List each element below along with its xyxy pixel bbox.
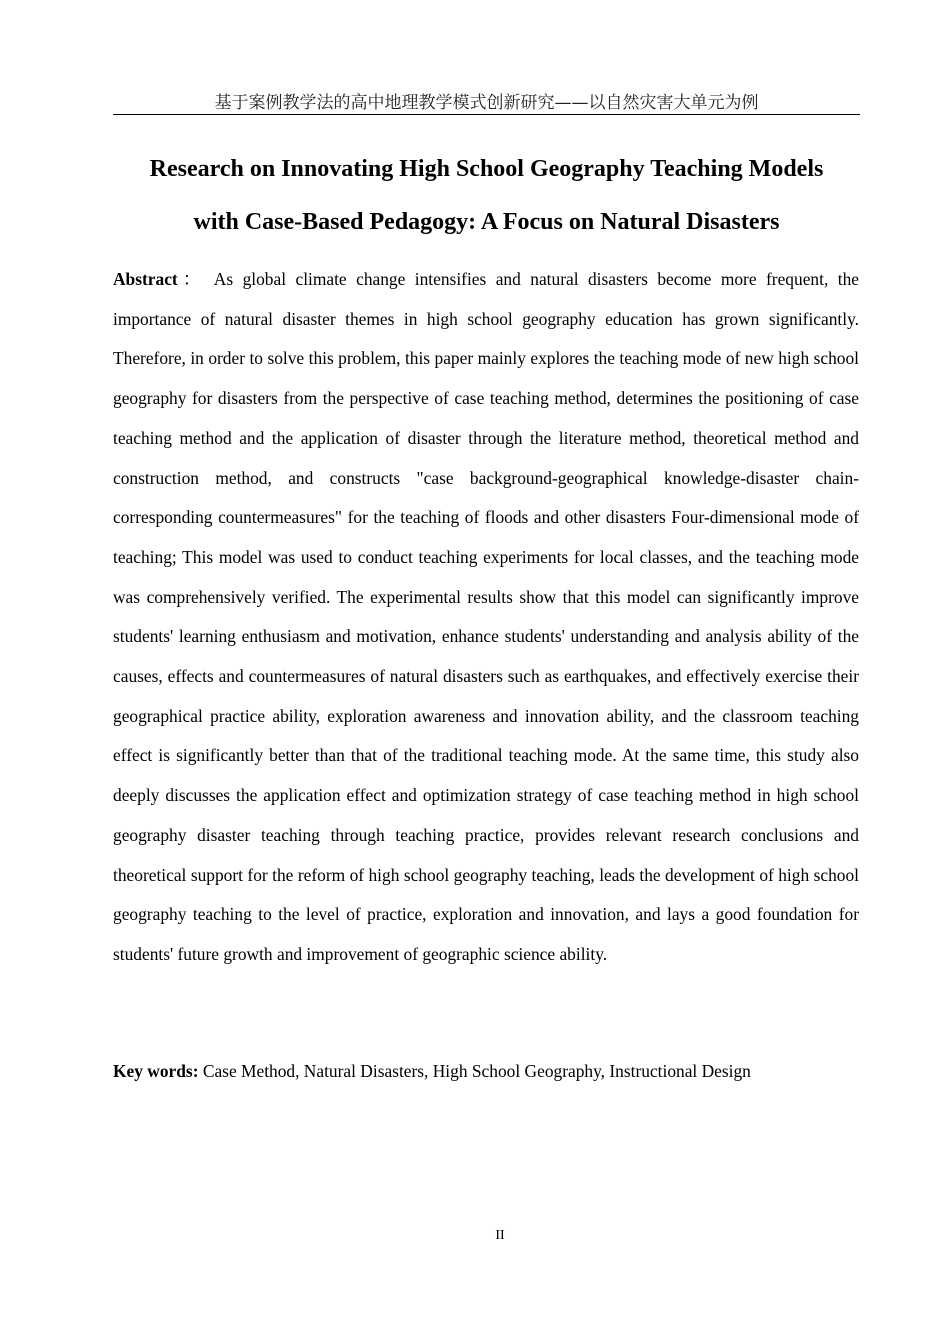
abstract-label: Abstract (113, 269, 178, 289)
paper-title (113, 143, 860, 249)
keywords-label: Key words: (113, 1061, 199, 1081)
header-rule (113, 114, 860, 115)
abstract-text: As global climate change intensifies and natural disasters become more frequent, the importance of natural disaster themes in high school geography education has grown significantly. Therefore, in order to solve this problem, this paper mainly explores the teaching mode of new high school geography for disasters from the perspective of case teaching method, determines the positioning of case teaching method and the application of disaster through the literature method, theoretical method and construction method, and constructs "case background-geographical knowledge-disaster chain-corresponding countermeasures" for the teaching of floods and other disasters Four-dimensional mode of teaching; This model was used to conduct teaching experiments for local classes, and the teaching mode was comprehensively verified. The experimental results show that this model can significantly improve students' learning enthusiasm and motivation, enhance students' understanding and analysis ability of the causes, effects and countermeasures of natural disasters such as earthquakes, and effectively exercise their geographical practice ability, exploration awareness and innovation ability, and the classroom teaching effect is significantly better than that of the traditional teaching mode. At the same time, this study also deeply discusses the application effect and optimization strategy of case teaching method in high school geography disaster teaching through teaching practice, provides relevant research conclusions and theoretical support for the reform of high school geography teaching, leads the development of high school geography teaching to the level of practice, exploration and innovation, and lays a good foundation for students' future growth and improvement of geographic science ability. (113, 269, 859, 964)
page-number: II (495, 1228, 505, 1243)
keywords-text: Case Method, Natural Disasters, High School Geography, Instructional Design (202, 1061, 751, 1081)
keywords-line (113, 1056, 860, 1086)
running-header: 基于案例教学法的高中地理教学模式创新研究——以自然灾害大单元为例 (214, 93, 759, 113)
title-line-2: with Case-Based Pedagogy: A Focus on Natural Disasters (193, 209, 780, 235)
title-line-1: Research on Innovating High School Geography Teaching Models (149, 156, 824, 182)
abstract-paragraph (113, 260, 859, 975)
abstract-separator: ： (177, 269, 206, 289)
